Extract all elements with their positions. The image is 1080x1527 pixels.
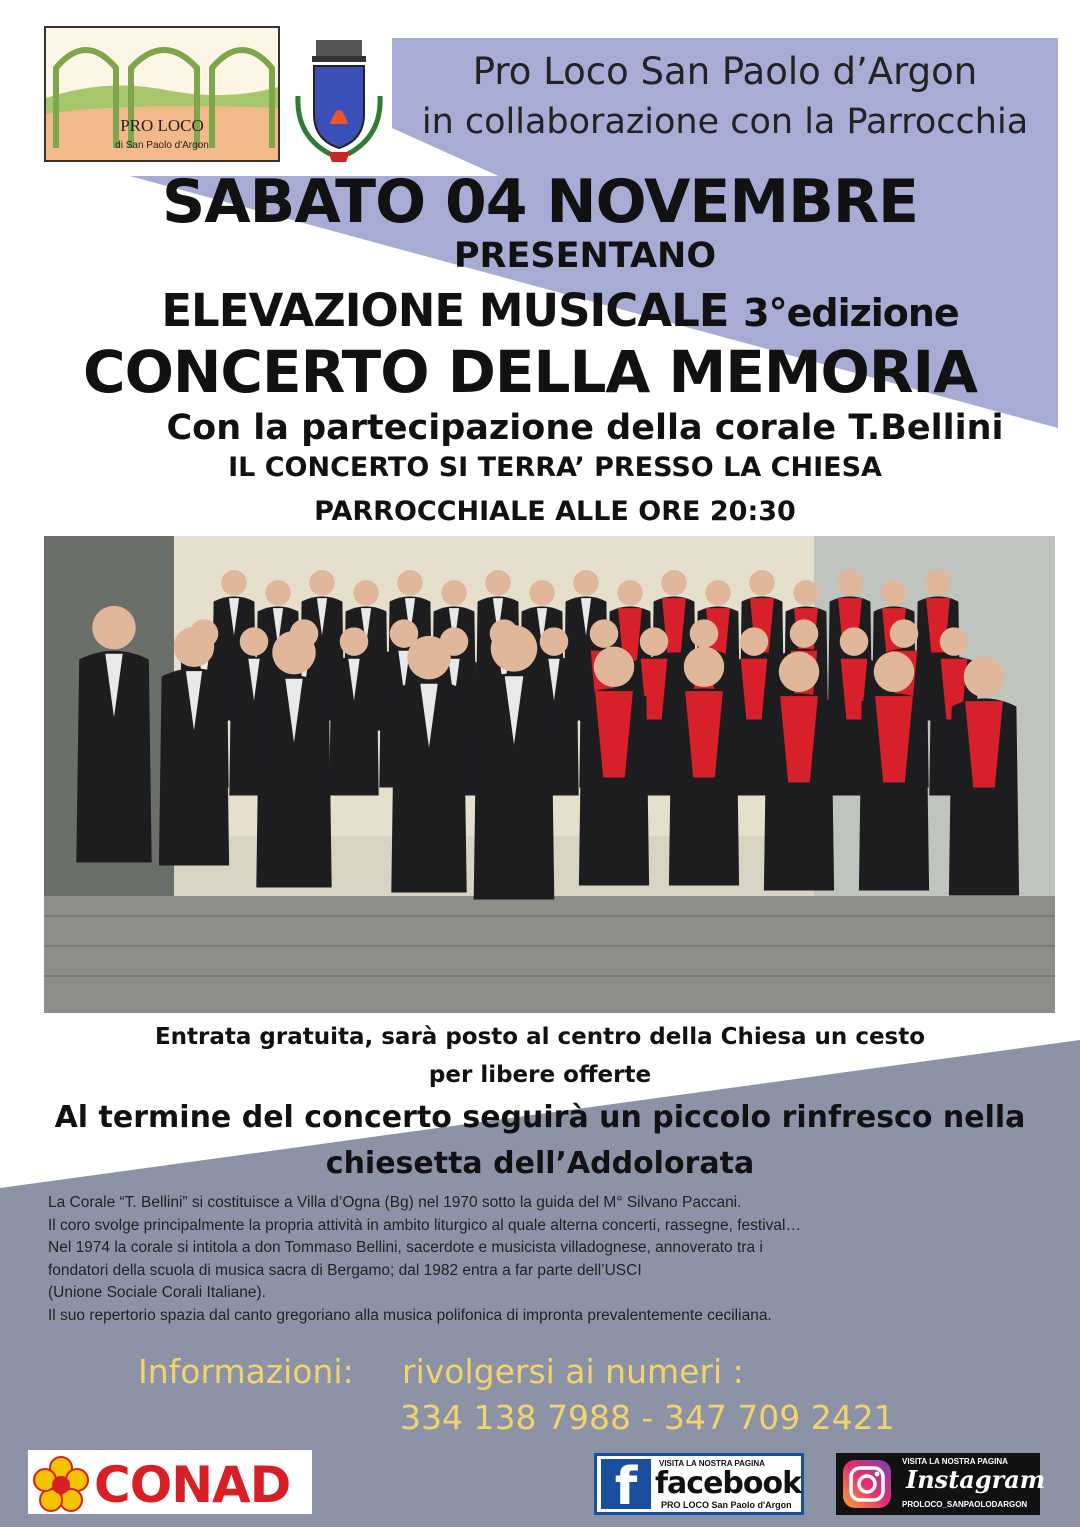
event-date: SABATO 04 NOVEMBRE xyxy=(161,167,919,237)
event-title: CONCERTO DELLA MEMORIA xyxy=(83,338,977,406)
instagram-visit-label: VISITA LA NOSTRA PAGINA xyxy=(902,1457,1008,1466)
location-line-2: PARROCCHIALE ALLE ORE 20:30 xyxy=(314,496,796,527)
collaboration-line: in collaborazione con la Parrocchia xyxy=(421,102,1029,142)
facebook-page-name: PRO LOCO San Paolo d'Argon xyxy=(661,1500,792,1510)
instagram-wordmark: Instagram xyxy=(906,1465,1046,1494)
conad-wordmark: CONAD xyxy=(94,1456,291,1514)
presenting-label: PRESENTANO xyxy=(453,236,717,276)
choir-photo xyxy=(44,536,1055,1013)
description-line: (Unione Sociale Corali Italiane). xyxy=(48,1284,266,1301)
info-label: Informazioni: xyxy=(138,1352,354,1391)
event-subtitle xyxy=(20,284,1080,337)
choir-description xyxy=(48,1192,1058,1327)
info-text: rivolgersi ai numeri : xyxy=(402,1352,744,1391)
description-line: La Corale “T. Bellini” si costituisce a Villa d’Ogna (Bg) nel 1970 sotto la guida del M° Silvano Paccani. xyxy=(48,1194,742,1211)
instagram-icon xyxy=(842,1459,892,1509)
organizer-line: Pro Loco San Paolo d’Argon xyxy=(472,50,978,93)
facebook-visit-label: VISITA LA NOSTRA PAGINA xyxy=(659,1459,765,1468)
instagram-badge[interactable] xyxy=(836,1453,1046,1515)
refreshment-line-2: chiesetta dell’Addolorata xyxy=(325,1146,755,1181)
conad-logo xyxy=(28,1450,312,1514)
description-line: Il suo repertorio spazia dal canto gregoriano alla musica polifonica di impronta prevalentemente ceciliana. xyxy=(48,1306,772,1324)
edition-label: 3°edizione xyxy=(743,291,959,335)
description-line: Il coro svolge principalmente la propria attività in ambito liturgico al quale alterna concerti, rassegne, festival… xyxy=(48,1216,801,1234)
facebook-icon: f xyxy=(601,1459,651,1509)
free-entry-line-2: per libere offerte xyxy=(428,1062,652,1088)
municipal-crest-icon xyxy=(290,36,388,166)
event-subtitle-text: ELEVAZIONE MUSICALE xyxy=(161,284,729,337)
free-entry-line-1: Entrata gratuita, sarà posto al centro della Chiesa un cesto xyxy=(154,1024,926,1050)
instagram-handle: PROLOCO_SANPAOLODARGON xyxy=(902,1500,1028,1509)
description-line: Nel 1974 la corale si intitola a don Tommaso Bellini, sacerdote e musicista villadognese, annoverato tra i xyxy=(48,1239,763,1256)
description-line: fondatori della scuola di musica sacra di Bergamo; dal 1982 entra a far parte dell’USCI xyxy=(48,1261,642,1279)
proloco-logo-title: PRO LOCO xyxy=(120,116,204,135)
facebook-wordmark: facebook xyxy=(655,1466,802,1501)
proloco-logo xyxy=(44,26,280,162)
phone-numbers: 334 138 7988 - 347 709 2421 xyxy=(400,1398,895,1437)
location-line-1: IL CONCERTO SI TERRA’ PRESSO LA CHIESA xyxy=(228,452,882,483)
facebook-badge[interactable] xyxy=(594,1453,804,1515)
proloco-logo-subtitle: di San Paolo d'Argon xyxy=(115,140,209,151)
participation-line: Con la partecipazione della corale T.Bellini xyxy=(166,408,1004,448)
daisy-icon xyxy=(32,1456,90,1514)
refreshment-line-1: Al termine del concerto seguirà un piccolo rinfresco nella xyxy=(54,1100,1026,1135)
